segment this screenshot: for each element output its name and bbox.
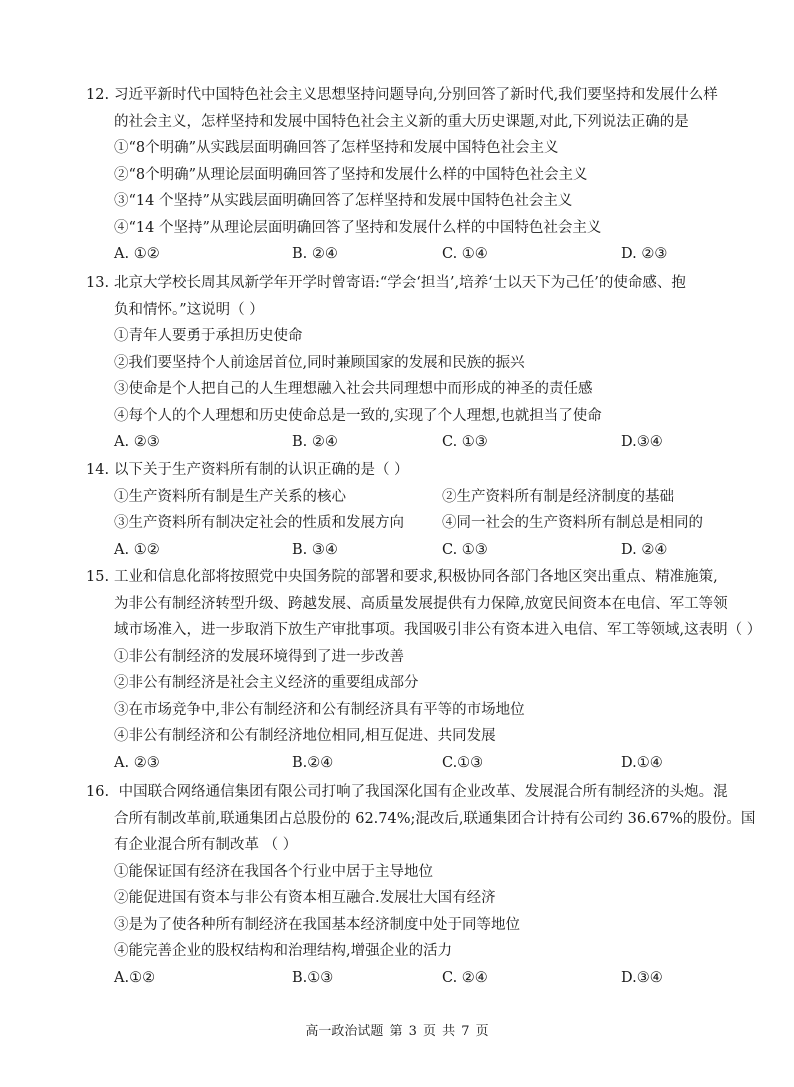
option-d: D. ②③ — [621, 246, 668, 262]
statement-2: ②非公有制经济是社会主义经济的重要组成部分 — [114, 675, 419, 691]
option-d: D.③④ — [621, 969, 663, 986]
statement-1: ①能保证国有经济在我国各个行业中居于主导地位 — [114, 863, 433, 880]
question-stem: 工业和信息化部将按照党中央国务院的部署和要求,积极协同各部门各地区突出重点、精准施策, — [114, 569, 718, 585]
statement-row — [86, 484, 766, 511]
question-12 — [86, 82, 766, 268]
option-c: C. ①④ — [442, 246, 488, 262]
question-13 — [86, 270, 766, 456]
statement-4: ④同一社会的生产资料所有制总是相同的 — [442, 515, 703, 531]
statement-3: ③生产资料所有制决定社会的性质和发展方向 — [114, 515, 404, 531]
option-c: C. ①③ — [442, 541, 488, 558]
question-14 — [86, 457, 766, 563]
statement-4: ④“14 个坚持”从理论层面明确回答了坚持和发展什么样的中国特色社会主义 — [114, 219, 602, 236]
option-a: A.①② — [114, 969, 156, 986]
option-b: B.②④ — [292, 754, 334, 771]
page-footer: 高一政治试题 第 3 页 共 7 页 — [305, 1024, 489, 1039]
answer-options — [86, 537, 766, 564]
question-number: 15. — [86, 569, 110, 585]
statement-row — [86, 510, 766, 537]
statement-3: ③是为了使各种所有制经济在我国基本经济制度中处于同等地位 — [114, 916, 520, 933]
question-stem: 合所有制改革前,联通集团占总股份的 62.74%;混改后,联通集团合计持有公司约 36.67%的股份。国 — [114, 810, 756, 827]
option-d: D.③④ — [621, 434, 663, 450]
answer-options — [86, 241, 766, 268]
question-stem: 中国联合网络通信集团有限公司打响了我国深化国有企业改革、发展混合所有制经济的头炮。混 — [114, 784, 728, 800]
answer-options — [86, 429, 766, 456]
option-c: C. ②④ — [442, 969, 488, 986]
statement-2: ②生产资料所有制是经济制度的基础 — [442, 488, 674, 505]
statement-4: ④每个人的个人理想和历史使命总是一致的,实现了个人理想,也就担当了使命 — [114, 407, 602, 424]
statement-2: ②能促进国有资本与非公有资本相互融合.发展壮大国有经济 — [114, 890, 496, 906]
statement-1: ①青年人要勇于承担历史使命 — [114, 328, 303, 344]
option-d: D.①④ — [621, 754, 663, 771]
statement-3: ③使命是个人把自己的人生理想融入社会共同理想中而形成的神圣的责任感 — [114, 381, 593, 397]
option-b: B.①③ — [292, 969, 334, 986]
question-16 — [86, 779, 766, 991]
statement-2: ②“8个明确”从理论层面明确回答了坚持和发展什么样的中国特色社会主义 — [114, 166, 588, 183]
option-a: A. ②③ — [114, 754, 160, 771]
question-stem: 北京大学校长周其凤新学年开学时曾寄语:“学会‘担当’,培养‘士以天下为己任’的使命感、抱 — [114, 275, 686, 291]
statement-3: ③在市场竞争中,非公有制经济和公有制经济具有平等的市场地位 — [114, 701, 525, 718]
question-stem: 的社会主义，怎样坚持和发展中国特色社会主义新的重大历史课题,对此,下列说法正确的是 — [114, 113, 689, 130]
question-stem: 域市场准入，进一步取消下放生产审批事项。我国吸引非公有资本进入电信、军工等领域,这表明（ ） — [114, 622, 762, 638]
question-stem: 习近平新时代中国特色社会主义思想坚持问题导向,分别回答了新时代,我们要坚持和发展什么样 — [114, 87, 718, 103]
question-stem: 为非公有制经济转型升级、跨越发展、高质量发展提供有力保障,放宽民间资本在电信、军工等领 — [114, 595, 728, 612]
option-a: A. ①② — [114, 246, 160, 262]
statement-4: ④非公有制经济和公有制经济地位相同,相互促进、共同发展 — [114, 728, 496, 744]
question-number: 16. — [86, 784, 110, 800]
statement-1: ①“8个明确”从实践层面明确回答了怎样坚持和发展中国特色社会主义 — [114, 140, 559, 156]
question-number: 12. — [86, 87, 110, 103]
question-15 — [86, 564, 766, 776]
statement-1: ①非公有制经济的发展环境得到了进一步改善 — [114, 648, 404, 665]
answer-options — [86, 750, 766, 777]
statement-1: ①生产资料所有制是生产关系的核心 — [114, 488, 346, 505]
statement-2: ②我们要坚持个人前途居首位,同时兼顾国家的发展和民族的振兴 — [114, 354, 525, 371]
option-a: A. ②③ — [114, 434, 160, 450]
question-stem: 有企业混合所有制改革 （ ） — [114, 837, 298, 853]
option-c: C.①③ — [442, 754, 484, 771]
option-b: B. ③④ — [292, 541, 338, 558]
statement-3: ③“14 个坚持”从实践层面明确回答了怎样坚持和发展中国特色社会主义 — [114, 193, 573, 209]
option-b: B. ②④ — [292, 434, 338, 450]
option-c: C. ①③ — [442, 434, 488, 450]
statement-4: ④能完善企业的股权结构和治理结构,增强企业的活力 — [114, 943, 453, 959]
question-stem: 负和情怀。”这说明（ ） — [114, 301, 264, 318]
question-number: 14. — [86, 462, 110, 478]
question-stem: 以下关于生产资料所有制的认识正确的是（ ） — [114, 462, 409, 478]
option-d: D. ②④ — [621, 541, 668, 558]
answer-options — [86, 965, 766, 992]
question-number: 13. — [86, 275, 110, 291]
option-a: A. ①② — [114, 541, 160, 558]
option-b: B. ②④ — [292, 246, 338, 262]
